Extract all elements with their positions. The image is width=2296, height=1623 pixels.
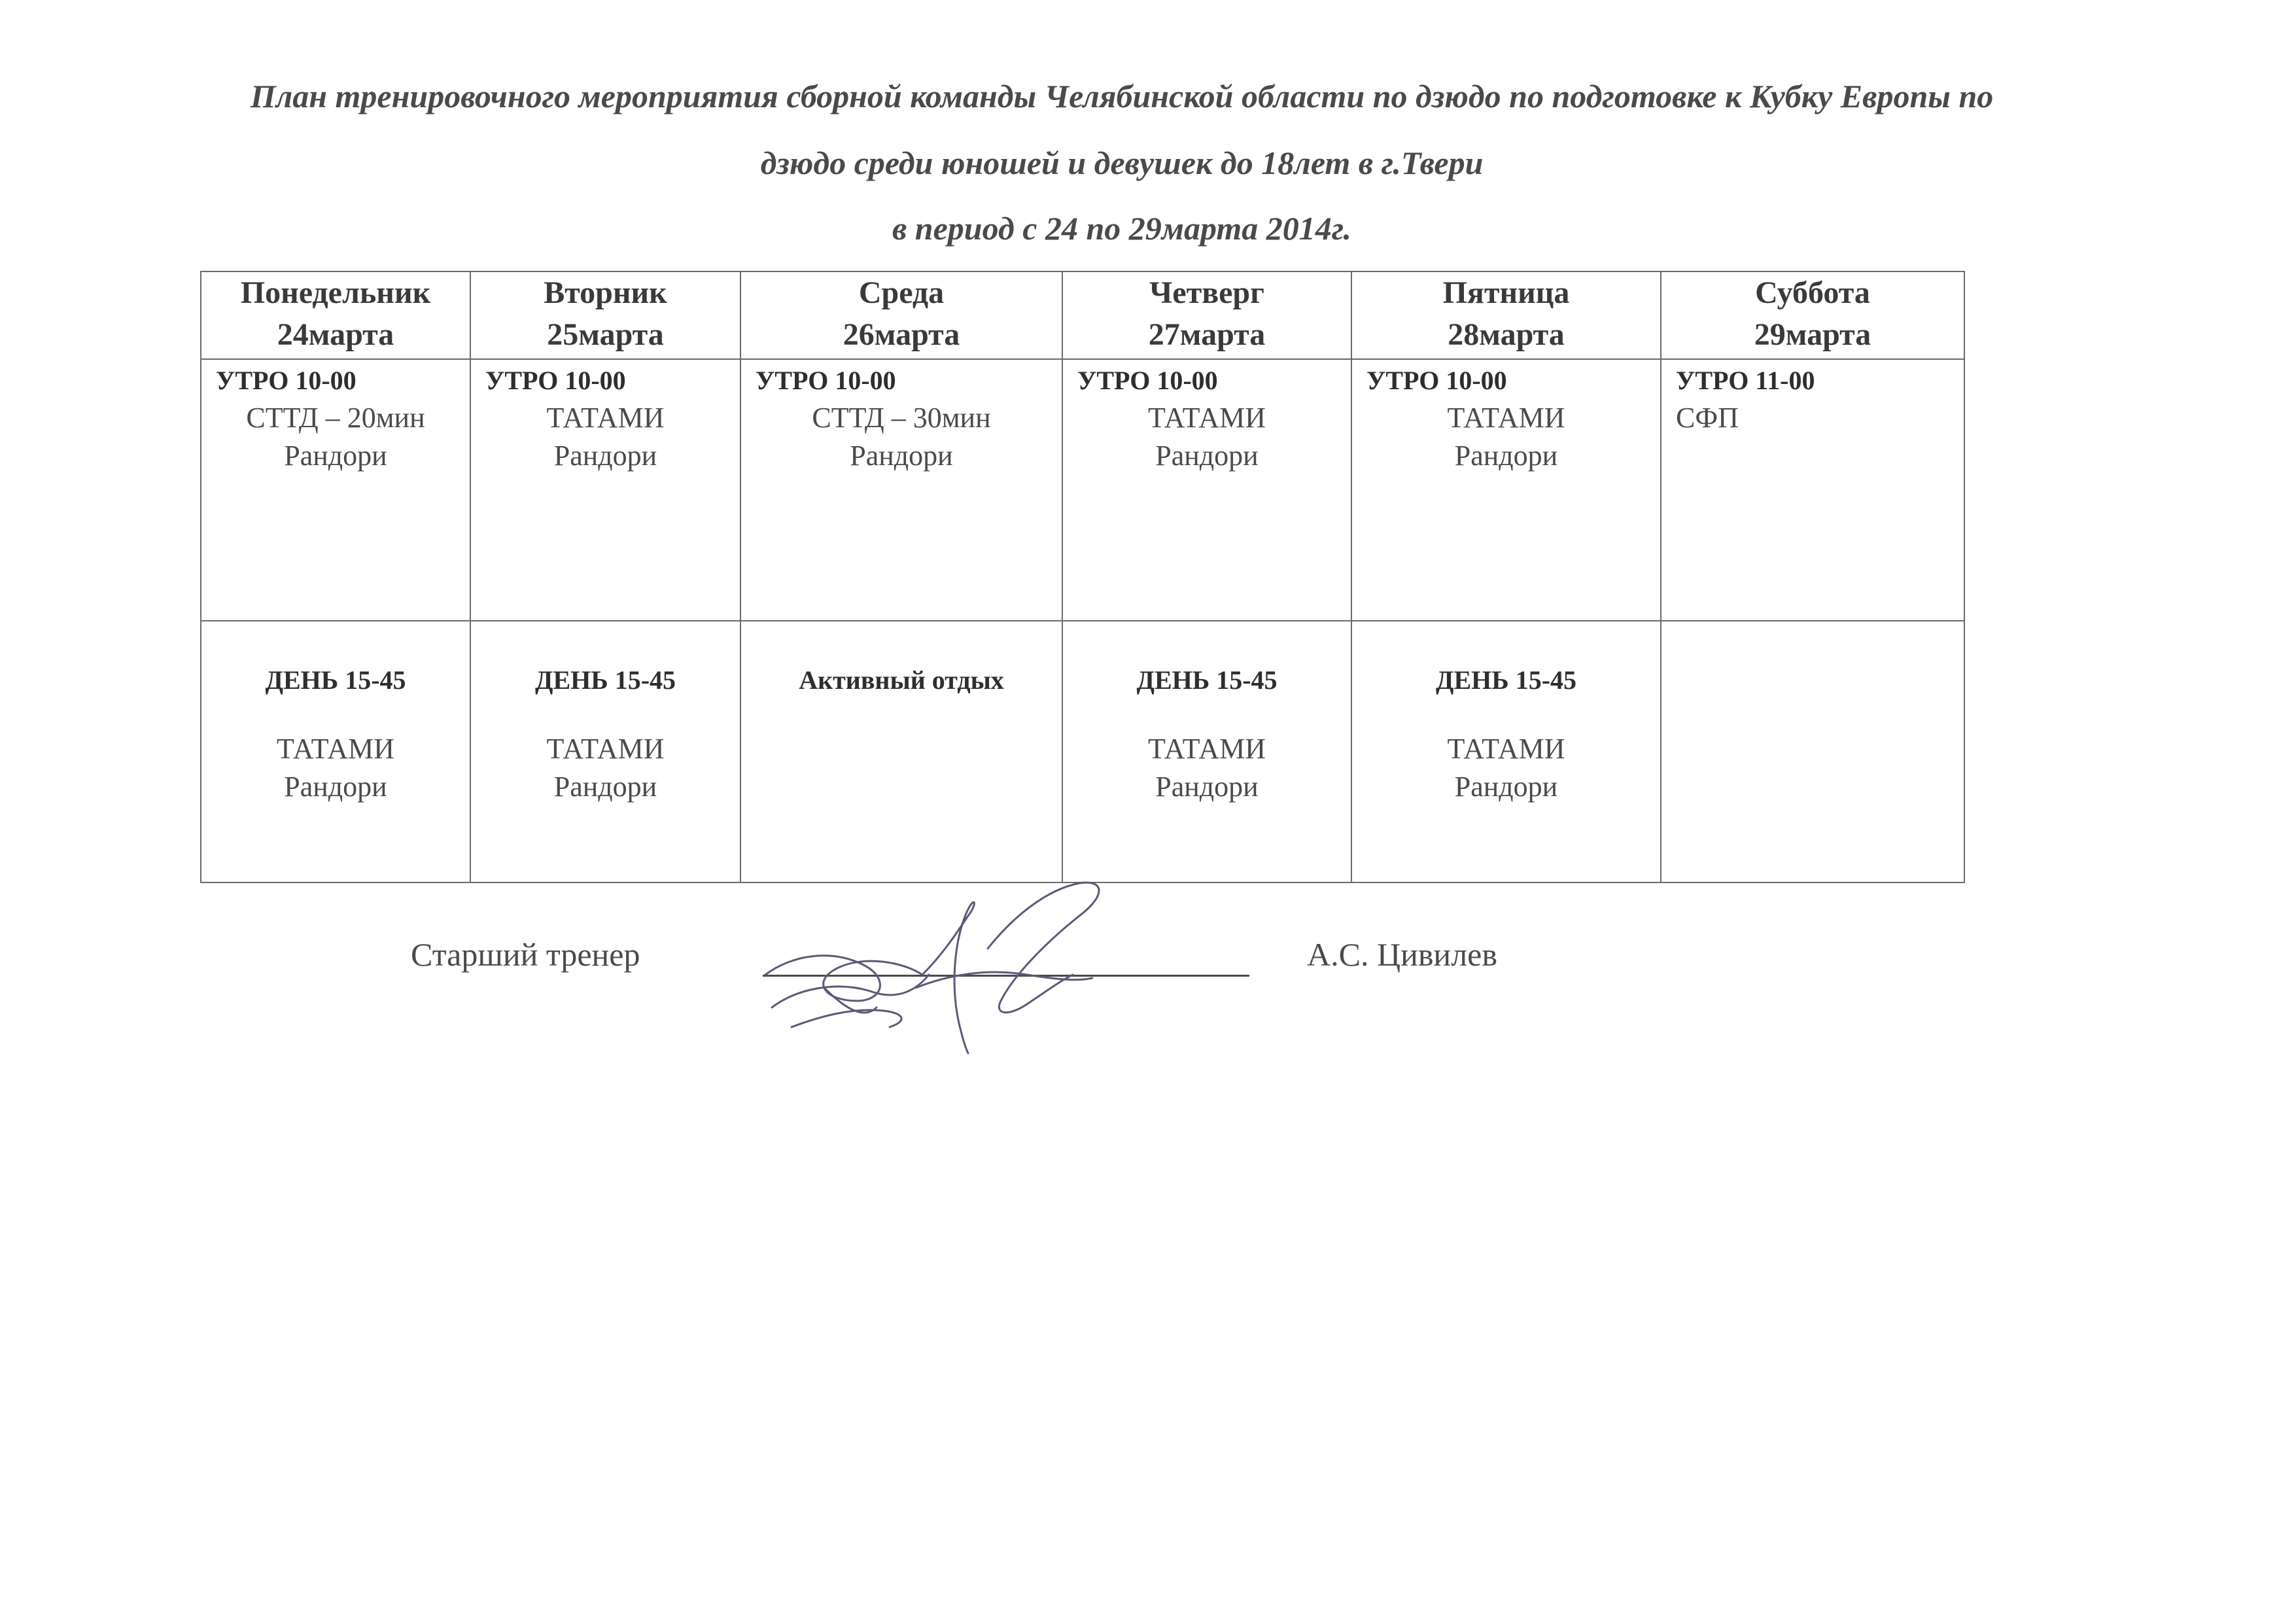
morning-cell-friday xyxy=(1351,359,1661,621)
session-time: УТРО 10-00 xyxy=(756,366,896,395)
session-time: Активный отдых xyxy=(799,665,1004,695)
weekday-label: Среда xyxy=(858,275,945,310)
date-label: 25марта xyxy=(547,317,664,352)
morning-cell-monday xyxy=(201,359,470,621)
session-time: ДЕНЬ 15-45 xyxy=(1435,665,1577,695)
weekday-label: Пятница xyxy=(1442,275,1570,310)
date-label: 27марта xyxy=(1148,317,1266,352)
session-time: УТРО 10-00 xyxy=(1366,366,1507,395)
session-activity: ТАТАМИ xyxy=(546,733,665,765)
session-activity: Рандори xyxy=(1155,440,1259,472)
afternoon-cell-tuesday xyxy=(470,621,740,882)
schedule-header-row xyxy=(201,271,1964,359)
day-header-tuesday xyxy=(470,271,740,359)
session-activity: ТАТАМИ xyxy=(1447,733,1565,765)
date-label: 26марта xyxy=(843,317,960,352)
session-activity: Рандори xyxy=(284,440,387,472)
day-header-thursday xyxy=(1062,271,1351,359)
morning-cell-saturday xyxy=(1661,359,1964,621)
date-label: 28марта xyxy=(1448,317,1565,352)
afternoon-cell-thursday xyxy=(1062,621,1351,882)
session-activity: ТАТАМИ xyxy=(1148,402,1266,434)
session-time: УТРО 10-00 xyxy=(216,366,357,395)
session-activity: Рандори xyxy=(1454,440,1558,472)
weekday-label: Четверг xyxy=(1149,275,1264,310)
session-activity: Рандори xyxy=(1454,771,1558,803)
session-activity: ТАТАМИ xyxy=(277,733,394,765)
morning-cell-thursday xyxy=(1062,359,1351,621)
session-time: УТРО 10-00 xyxy=(1077,366,1218,395)
weekday-label: Понедельник xyxy=(240,275,431,310)
session-time: ДЕНЬ 15-45 xyxy=(1136,665,1278,695)
session-time: ДЕНЬ 15-45 xyxy=(265,665,406,695)
session-activity: Рандори xyxy=(1155,771,1259,803)
session-activity: Рандори xyxy=(553,440,657,472)
session-activity: СТТД – 30мин xyxy=(812,402,991,434)
weekday-label: Вторник xyxy=(544,275,667,310)
session-activity: Рандори xyxy=(553,771,657,803)
morning-cell-wednesday xyxy=(740,359,1062,621)
date-label: 29марта xyxy=(1754,317,1871,352)
signatory-name: А.С. Цивилев xyxy=(1307,936,1497,973)
session-activity: Рандори xyxy=(284,771,387,803)
afternoon-cell-friday xyxy=(1351,621,1661,882)
session-time: ДЕНЬ 15-45 xyxy=(534,665,676,695)
training-schedule-table xyxy=(200,271,1965,883)
afternoon-cell-wednesday xyxy=(740,621,1062,882)
signature-block xyxy=(0,929,2296,1086)
document-title-line-1: План тренировочного мероприятия сборной команды Челябинской области по дзюдо по подготовке к Кубку Европы по xyxy=(250,78,1994,114)
document-title-line-2: дзюдо среди юношей и девушек до 18лет в г.Твери xyxy=(760,145,1484,181)
session-time: УТРО 10-00 xyxy=(485,366,626,395)
session-activity: Рандори xyxy=(850,440,953,472)
signatory-position: Старший тренер xyxy=(411,936,640,973)
session-activity: ТАТАМИ xyxy=(1447,402,1565,434)
day-header-friday xyxy=(1351,271,1661,359)
morning-session-row xyxy=(201,359,1964,621)
morning-cell-tuesday xyxy=(470,359,740,621)
session-activity: ТАТАМИ xyxy=(1148,733,1266,765)
weekday-label: Суббота xyxy=(1755,275,1870,310)
date-label: 24марта xyxy=(277,317,394,352)
document-period-line: в период с 24 по 29марта 2014г. xyxy=(892,210,1352,247)
session-activity: ТАТАМИ xyxy=(546,402,665,434)
session-activity: СФП xyxy=(1676,402,1739,434)
handwritten-signature xyxy=(752,877,1145,1086)
session-activity: СТТД – 20мин xyxy=(246,402,425,434)
afternoon-cell-monday xyxy=(201,621,470,882)
afternoon-session-row xyxy=(201,621,1964,882)
session-time: УТРО 11-00 xyxy=(1676,366,1815,395)
afternoon-cell-saturday xyxy=(1661,621,1964,882)
day-header-wednesday xyxy=(740,271,1062,359)
day-header-saturday xyxy=(1661,271,1964,359)
day-header-monday xyxy=(201,271,470,359)
